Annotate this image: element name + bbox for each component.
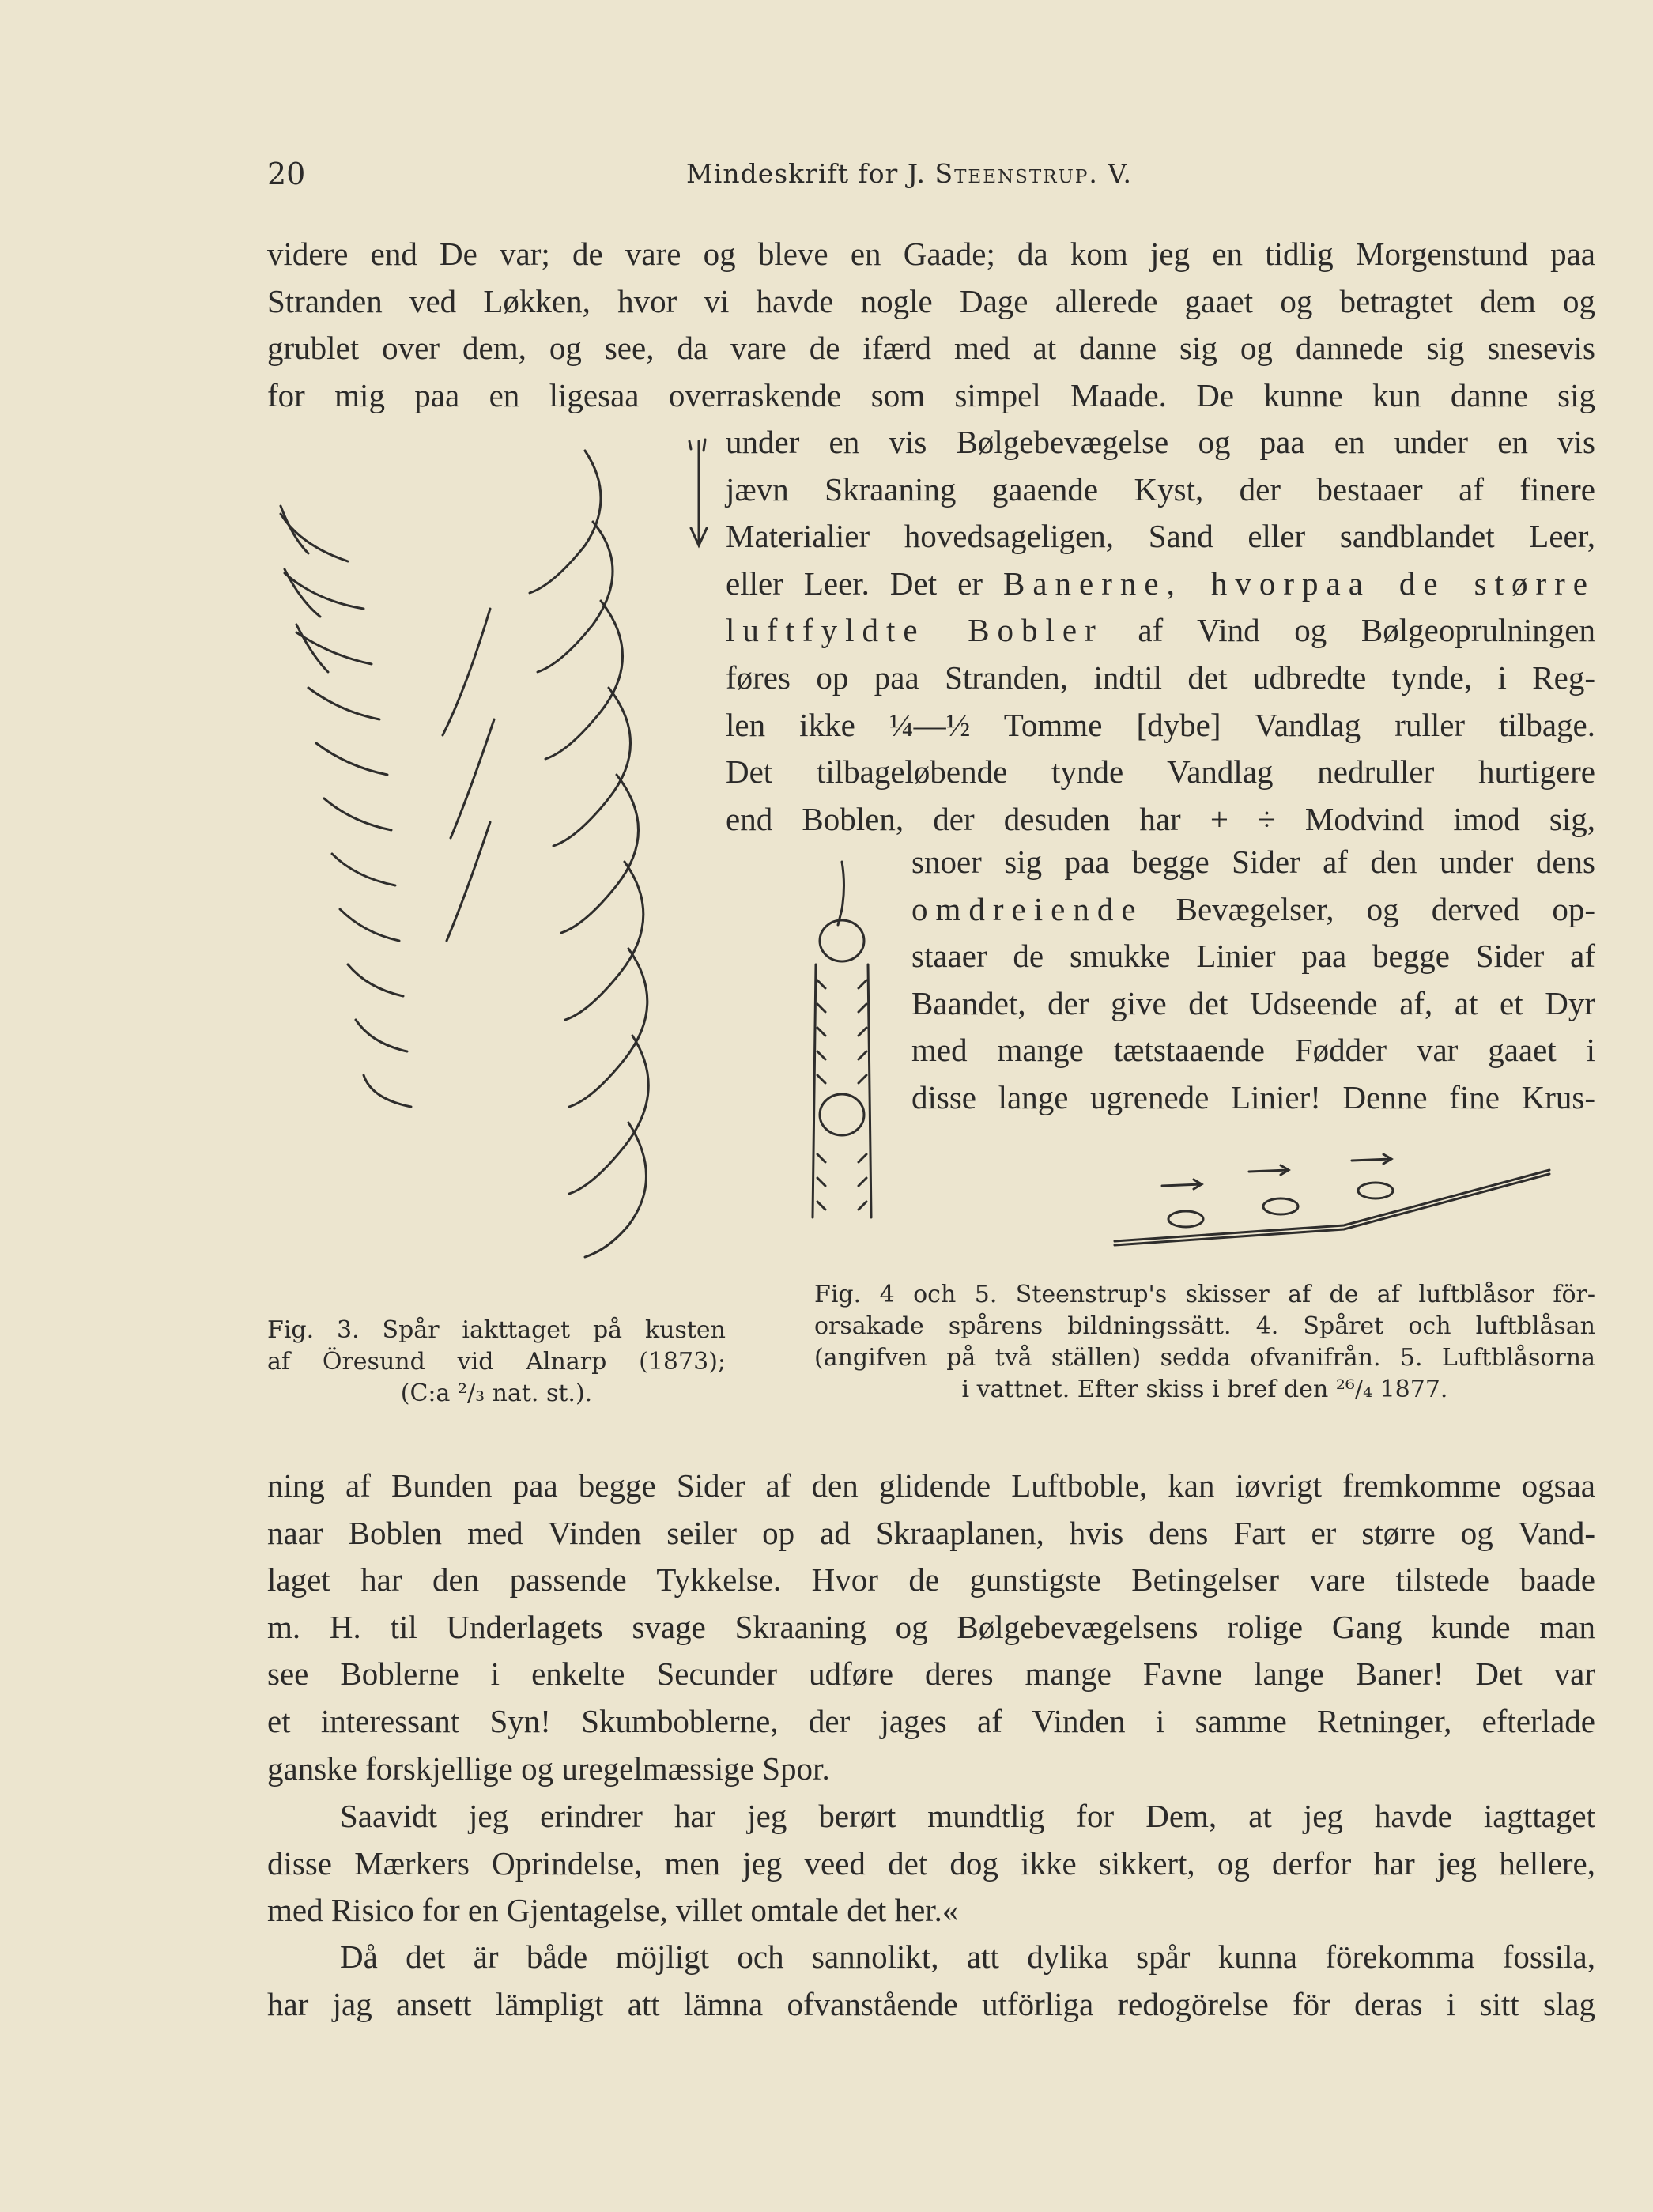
- page-header: [267, 157, 1595, 196]
- bottom-paragraph: [267, 1463, 1595, 1792]
- text-line: ganske forskjellige og uregelmæssige Spor.: [267, 1750, 830, 1787]
- text-line: disse Mærkers Oprindelse, men jeg veed det dog ikke sikkert, og derfor har jeg hellere,: [267, 1844, 1595, 1882]
- text-line: grublet over dem, og see, da vare de ifærd med at danne sig og dannede sig snesevis: [267, 330, 1595, 367]
- middle-column-text: [726, 419, 1595, 843]
- text-line: med Risico for en Gjentagelse, villet omtale det her.«: [267, 1892, 959, 1929]
- caption-line: Fig. 4 och 5. Steenstrup's skisser af de af luftblåsor för-: [814, 1281, 1595, 1308]
- caption-line: orsakade spårens bildningssätt. 4. Spåret och luftblåsan: [814, 1312, 1595, 1340]
- text-line: videre end De var; de vare og bleve en Gaade; da kom jeg en tidlig Morgenstund paa: [267, 236, 1595, 272]
- text-line: føres op paa Stranden, indtil det udbredte tynde, i Reg-: [726, 659, 1595, 696]
- text-fragment: eller Leer. Det er: [726, 564, 983, 602]
- text-line: Stranden ved Løkken, hvor vi havde nogle Dage allerede gaaet og betragtet dem og: [267, 282, 1595, 319]
- running-title-name: Steenstrup.: [934, 158, 1099, 189]
- figure-3-caption: [267, 1315, 726, 1410]
- text-line: m. H. til Underlagets svage Skraaning og Bølgebevægelsens rolige Gang kunde man: [267, 1608, 1595, 1645]
- text-line: jævn Skraaning gaaende Kyst, der bestaaer af finere: [726, 470, 1595, 508]
- text-line: Saavidt jeg erindrer har jeg berørt mundtlig for Dem, at jeg havde iagttaget: [340, 1798, 1595, 1834]
- text-fragment: Bevægelser, og derved op-: [1176, 890, 1595, 927]
- text-line: disse lange ugrenede Linier! Denne fine Krus-: [911, 1078, 1595, 1115]
- spaced-text: omdreiende: [911, 890, 1144, 927]
- running-title-a: Mindeskrift for J.: [686, 158, 926, 189]
- figure-3-right-trace: [530, 451, 648, 1257]
- right-column-text: [911, 839, 1595, 1122]
- text-line: [911, 886, 1595, 934]
- text-line: naar Boblen med Vinden seiler op ad Skraaplanen, hvis dens Fart er større og Vand-: [267, 1514, 1595, 1551]
- text-line: Det tilbageløbende tynde Vandlag nedruller hurtigere: [726, 753, 1595, 791]
- figure-4-5-caption: [814, 1279, 1595, 1406]
- figure-3-left-trace: [281, 506, 494, 1107]
- paragraph-3: [267, 1934, 1595, 2028]
- paragraph-2: [267, 1793, 1595, 1935]
- text-line: staaer de smukke Linier paa begge Sider af: [911, 938, 1595, 975]
- text-line: [726, 607, 1595, 655]
- caption-line: Fig. 3. Spår iakttaget på kusten: [267, 1316, 726, 1344]
- text-line: et interessant Syn! Skumboblerne, der jages af Vinden i samme Retninger, efterlade: [267, 1702, 1595, 1739]
- text-line: Baandet, der give det Udseende af, at et Dyr: [911, 984, 1595, 1021]
- spaced-text: luftfyldte Bobler: [726, 612, 1104, 649]
- text-line: Då det är både möjligt och sannolikt, att dylika spår kunna förekomma fossila,: [340, 1938, 1595, 1975]
- text-line: Materialier hovedsageligen, Sand eller sandblandet Leer,: [726, 518, 1595, 555]
- figure-5-drawing: [1107, 1154, 1581, 1249]
- caption-line: i vattnet. Efter skiss i bref den ²⁶/₄ 1877.: [961, 1376, 1448, 1403]
- text-fragment: af Vind og Bølgeoprulningen: [1138, 612, 1595, 649]
- spaced-text: Banerne, hvorpaa de større: [1003, 564, 1595, 602]
- text-line: end Boblen, der desuden har + ÷ Modvind imod sig,: [726, 800, 1595, 837]
- text-line: laget har den passende Tykkelse. Hvor de gunstigste Betingelser vare tilstede baade: [267, 1561, 1595, 1599]
- text-line: see Boblerne i enkelte Secunder udføre deres mange Favne lange Baner! Det var: [267, 1655, 1595, 1693]
- text-line: under en vis Bølgebevægelse og paa en under en vis: [726, 424, 1595, 460]
- text-line: ning af Bunden paa begge Sider af den glidende Luftboble, kan iøvrigt fremkomme ogsaa: [267, 1467, 1595, 1504]
- figure-3-drawing: [253, 427, 696, 1297]
- running-title-b: V.: [1108, 158, 1132, 189]
- text-line: med mange tætstaaende Fødder var gaaet i: [911, 1032, 1595, 1069]
- text-line: [726, 561, 1595, 608]
- page-number: 20: [267, 157, 306, 191]
- text-line: har jag ansett lämpligt att lämna ofvanstående utförliga redogörelse för deras i sitt slag: [267, 1985, 1595, 2022]
- caption-line: (angifven på två ställen) sedda ofvanifrån. 5. Luftblåsorna: [814, 1344, 1595, 1372]
- intro-paragraph: [267, 231, 1595, 419]
- text-line: for mig paa en ligesaa overraskende som simpel Maade. De kunne kun danne sig: [267, 376, 1595, 413]
- caption-line: (C:a ²/₃ nat. st.).: [400, 1380, 593, 1407]
- text-line: len ikke ¼—½ Tomme [dybe] Vandlag ruller tilbage.: [726, 706, 1595, 743]
- caption-line: af Öresund vid Alnarp (1873);: [267, 1348, 726, 1376]
- figure-4-drawing: [798, 854, 885, 1249]
- text-line: snoer sig paa begge Sider af den under dens: [911, 844, 1595, 880]
- running-title: [686, 158, 1132, 189]
